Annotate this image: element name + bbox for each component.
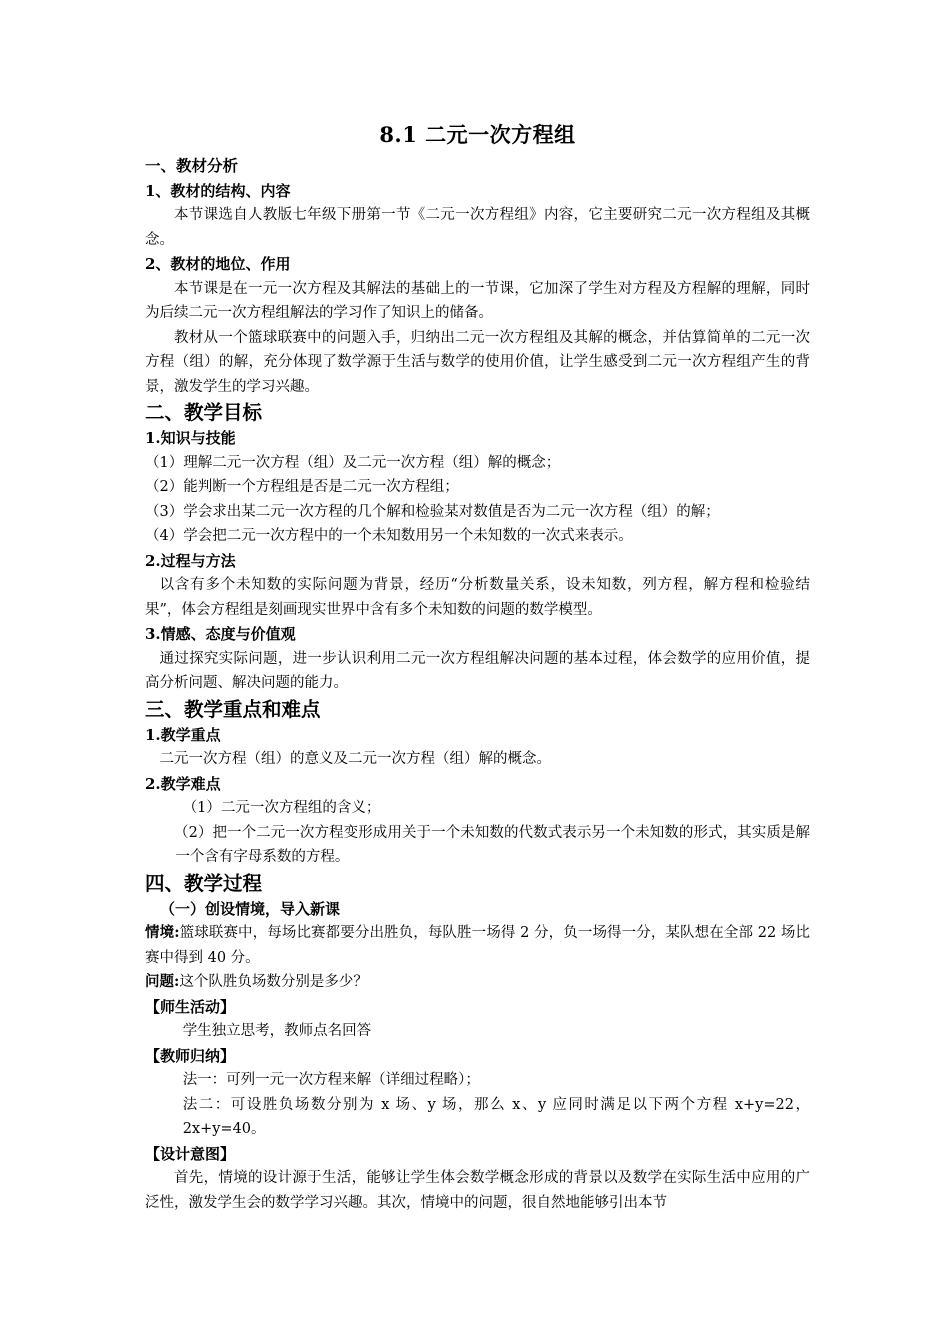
list-item: （1）二元一次方程组的含义； bbox=[182, 800, 381, 816]
situation-text: 篮球联赛中，每场比赛都要分出胜负，每队胜一场得 2 分，负一场得一分，某队想在全部 22 场比赛中得到 40 分。 bbox=[145, 925, 811, 966]
subheading-role: 2、教材的地位、作用 bbox=[145, 255, 291, 273]
subheading-process: 2.过程与方法 bbox=[145, 551, 236, 570]
question-text: 这个队胜负场数分别是多少？ bbox=[179, 974, 368, 990]
paragraph: 以含有多个未知数的实际问题为背景，经历“分析数量关系，设未知数，列方程，解方程和检验结果”，体会方程组是刻画现实世界中含有多个未知数的问题的数学模型。 bbox=[145, 577, 810, 618]
subheading-key: 1.教学重点 bbox=[145, 725, 221, 744]
section-heading-objectives: 二、教学目标 bbox=[145, 401, 263, 424]
list-item: （2）把一个二元一次方程变形成用关于一个未知数的代数式表示另一个未知数的形式，其实质是解一个含有字母系数的方程。 bbox=[174, 824, 810, 865]
section-heading-analysis: 一、教材分析 bbox=[145, 156, 239, 175]
method-two: 法二：可设胜负场数分别为 x 场、y 场，那么 x、y 应同时满足以下两个方程 x+y=22，2x+y=40。 bbox=[182, 1096, 810, 1137]
subheading-scenario: （一）创设情境，导入新课 bbox=[160, 899, 341, 918]
method-one: 法一：可列一元一次方程来解（详细过程略）； bbox=[182, 1072, 480, 1088]
list-item: （2）能判断一个方程组是否是二元一次方程组； bbox=[145, 479, 459, 495]
subheading-knowledge: 1.知识与技能 bbox=[145, 429, 236, 447]
paragraph: 首先，情境的设计源于生活，能够让学生体会数学概念形成的背景以及数学在实际生活中应用的广泛性，激发学生会的数学学习兴趣。其次，情境中的问题，很自然地能够引出本节 bbox=[145, 1170, 810, 1211]
design-heading: 【设计意图】 bbox=[145, 1144, 236, 1163]
list-item: （4）学会把二元一次方程中的一个未知数用另一个未知数的一次式来表示。 bbox=[145, 528, 633, 544]
paragraph-situation bbox=[145, 921, 810, 970]
activity-heading: 【师生活动】 bbox=[145, 997, 236, 1016]
document-title: 8.1 二元一次方程组 bbox=[379, 122, 576, 147]
list-item: （1）理解二元一次方程（组）及二元一次方程（组）解的概念； bbox=[145, 454, 561, 471]
question-label: 问题: bbox=[145, 973, 180, 990]
paragraph: 教材从一个篮球联赛中的问题入手，归纳出二元一次方程组及其解的概念，并估算简单的二元一次方程（组）的解，充分体现了数学源于生活与数学的使用价值，让学生感受到二元一次方程组产生的背景，激发学生的学习兴趣。 bbox=[145, 329, 810, 395]
summary-heading: 【教师归纳】 bbox=[145, 1046, 236, 1065]
subheading-emotion: 3.情感、态度与价值观 bbox=[145, 625, 296, 643]
subheading-difficulty: 2.教学难点 bbox=[145, 774, 221, 793]
paragraph: 学生独立思考，教师点名回答 bbox=[182, 1023, 372, 1039]
paragraph-question bbox=[145, 970, 810, 995]
section-heading-process: 四、教学过程 bbox=[145, 871, 263, 895]
paragraph: 本节课是在一元一次方程及其解法的基础上的一节课，它加深了学生对方程及方程解的理解，同时为后续二元一次方程组解法的学习作了知识上的储备。 bbox=[145, 280, 810, 321]
document-page bbox=[145, 118, 810, 1215]
paragraph: 通过探究实际问题，进一步认识利用二元一次方程组解决问题的基本过程，体会数学的应用价值，提高分析问题、解决问题的能力。 bbox=[145, 650, 810, 691]
situation-label: 情境: bbox=[145, 924, 180, 941]
section-heading-keypoints: 三、教学重点和难点 bbox=[145, 697, 321, 721]
paragraph: 本节课选自人教版七年级下册第一节《二元一次方程组》内容，它主要研究二元一次方程组及其概念。 bbox=[145, 207, 810, 248]
paragraph: 二元一次方程（组）的意义及二元一次方程（组）解的概念。 bbox=[159, 751, 551, 767]
list-item: （3）学会求出某二元一次方程的几个解和检验某对数值是否为二元一次方程（组）的解； bbox=[145, 503, 720, 520]
subheading-structure: 1、教材的结构、内容 bbox=[145, 181, 291, 200]
